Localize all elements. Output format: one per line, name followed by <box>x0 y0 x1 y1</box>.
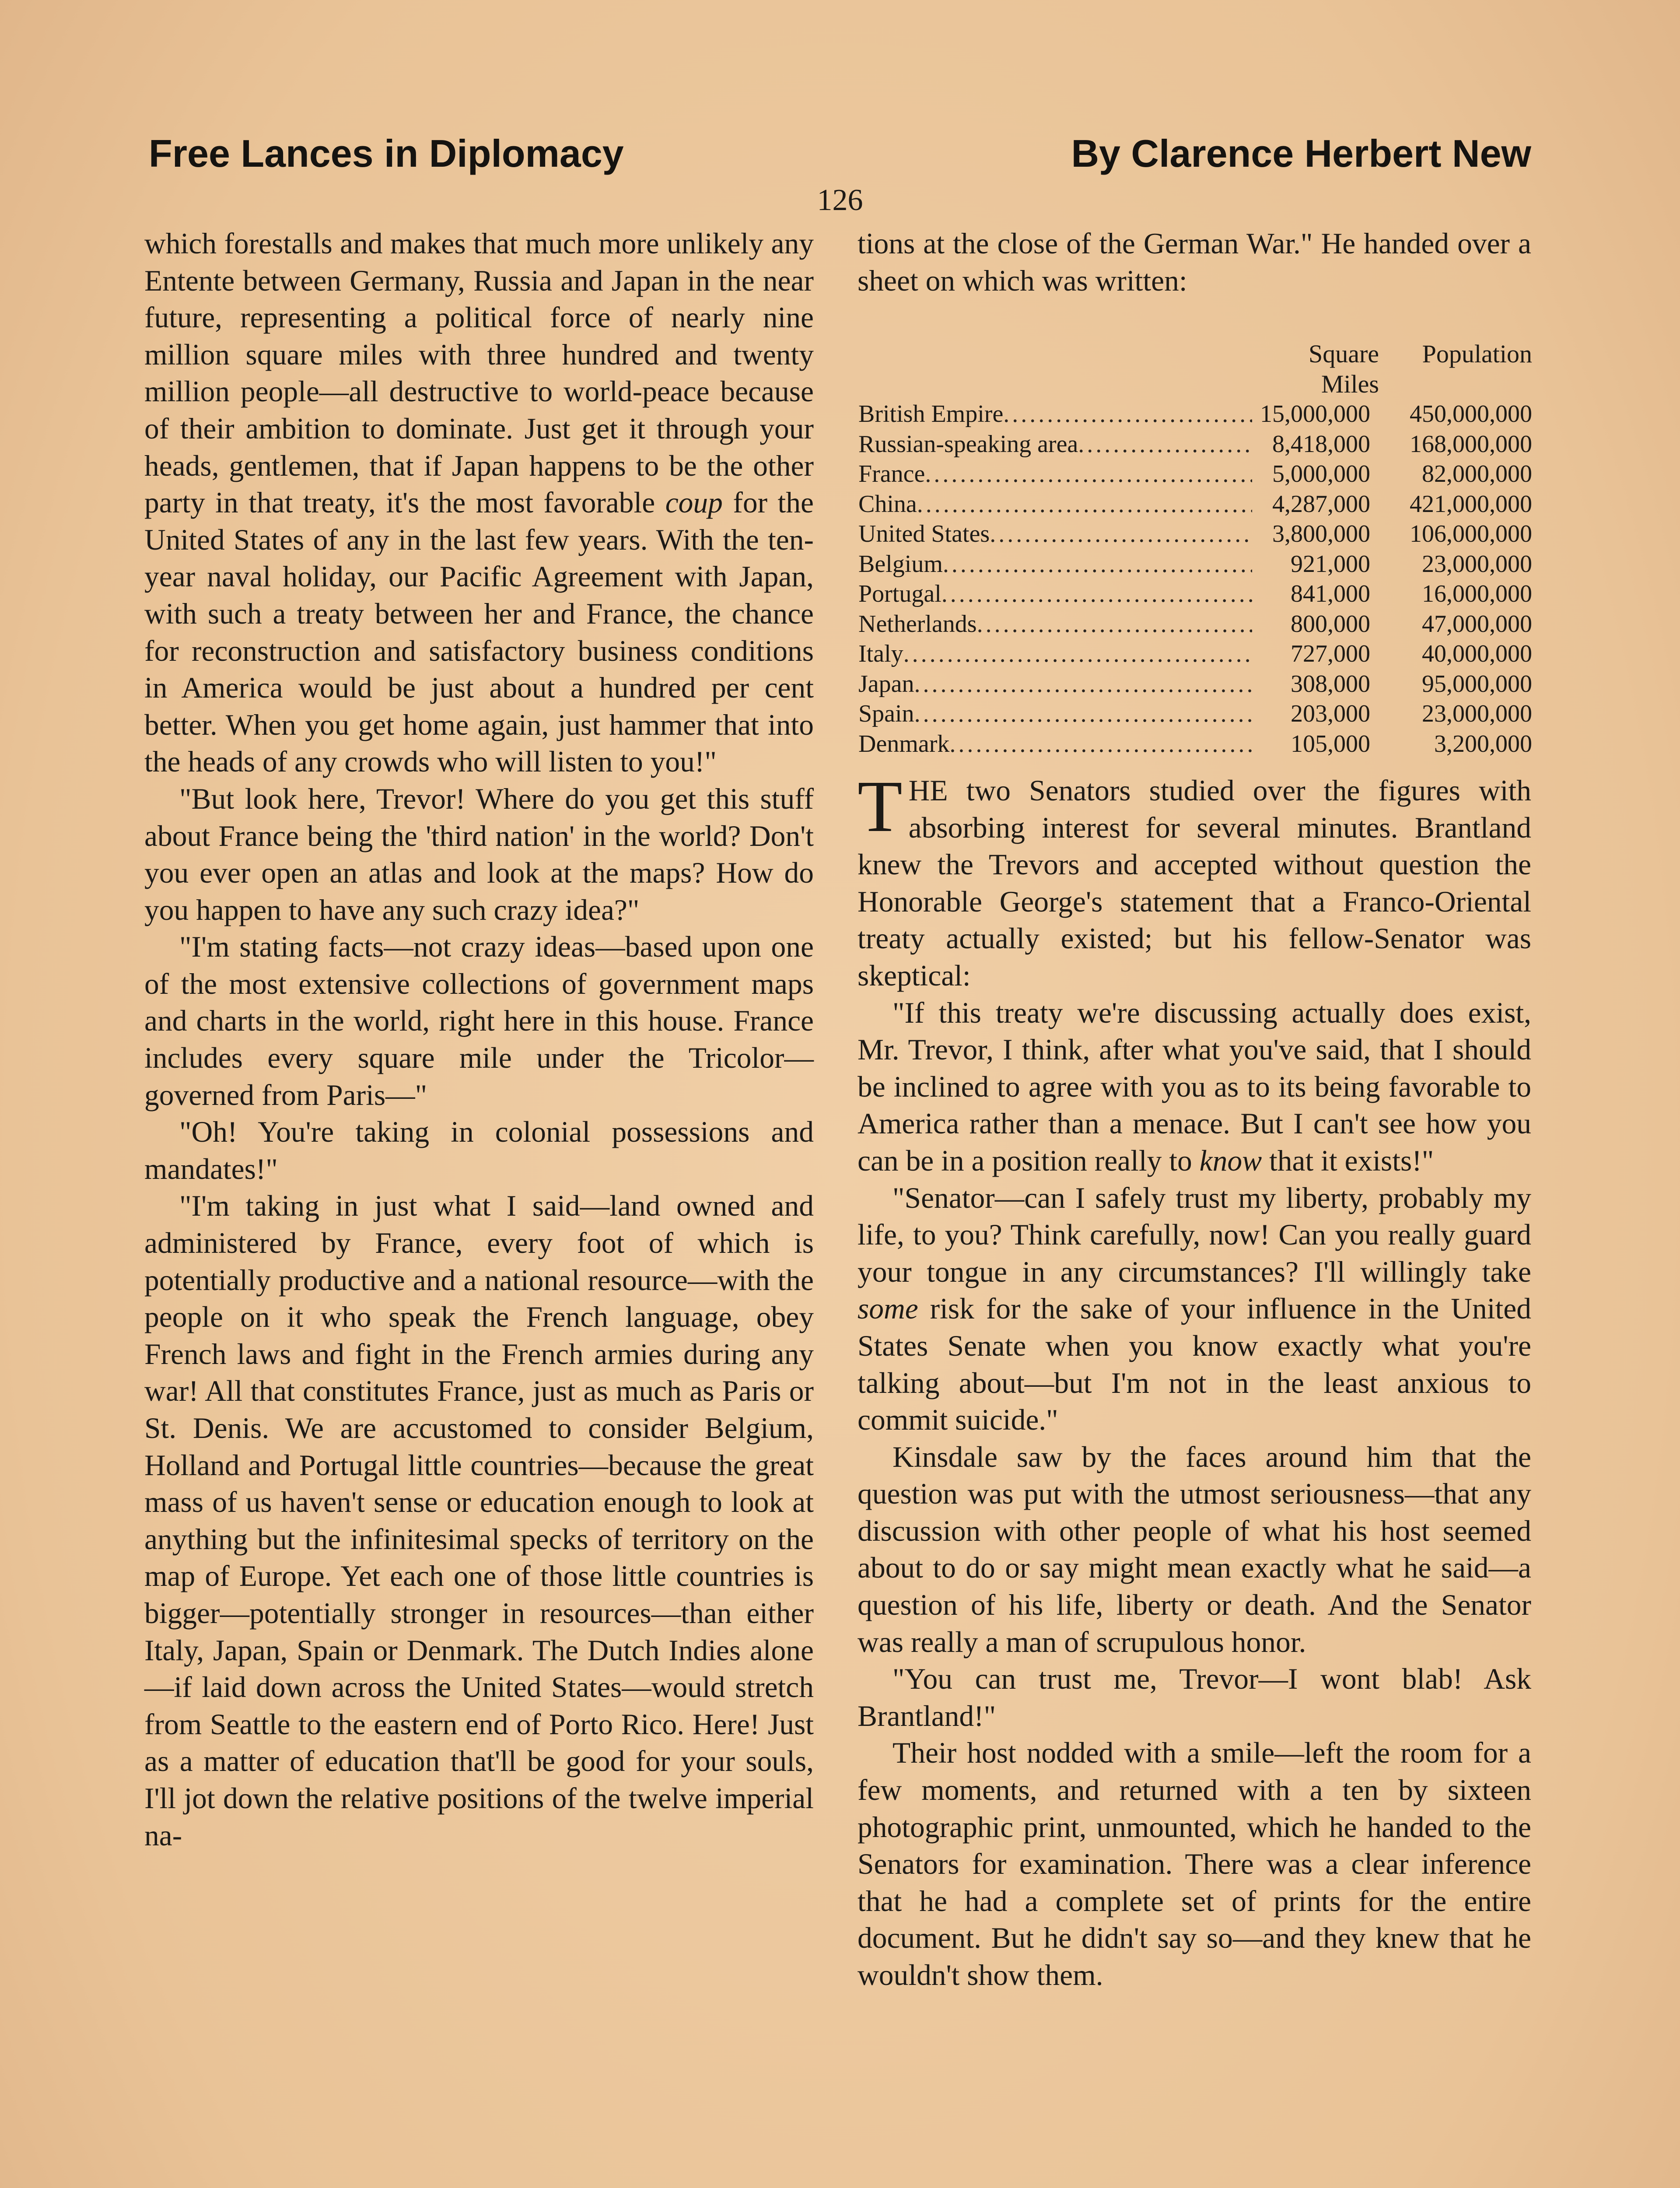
leader-dots <box>1003 399 1252 429</box>
paragraph: "You can trust me, Trevor—I wont blab! Ask Brantland!" <box>858 1662 1531 1732</box>
square-miles: 3,800,000 <box>1272 520 1370 547</box>
population: 450,000,000 <box>1410 400 1532 428</box>
square-miles: 921,000 <box>1291 550 1370 578</box>
square-miles: 105,000 <box>1291 730 1370 757</box>
table-row <box>858 639 1532 669</box>
paragraph: "Senator—can I safely trust my liberty, probably my life, to you? Think carefully, now! Can you really guard your tongue in any circumstances? I'll willingly take some risk for the sake of your influence in the United States Senate when you know exactly what you're talking about—but I'm not in the least anxious to commit suicide." <box>858 1181 1532 1437</box>
table-body <box>858 399 1532 759</box>
square-miles: 841,000 <box>1291 580 1370 607</box>
leader-dots <box>917 489 1252 519</box>
square-miles: 800,000 <box>1291 610 1370 638</box>
leader-dots <box>914 669 1252 699</box>
population: 168,000,000 <box>1410 430 1532 458</box>
paragraph: THE two Senators studied over the figures with absorbing interest for several minutes. Brantland knew the Trevors and accepted without question the Honorable George's statement that a Franco-Oriental treaty actually existed; but his fellow-Senator was skeptical: <box>858 766 1531 992</box>
table-row <box>858 549 1532 579</box>
population: 95,000,000 <box>1422 670 1532 698</box>
paragraph: Their host nodded with a smile—left the room for a few moments, and returned with a ten by sixteen photographic print, unmounted, which he handed to the Senators for examination. There was a clear inference that he had a complete set of prints for the entire document. But he didn't say so—and they knew that he wouldn't show them. <box>858 1736 1531 1992</box>
paragraph: "Oh! You're taking in colonial possessions and mandates!" <box>144 1115 814 1185</box>
leader-dots <box>925 459 1252 489</box>
emphasis: some <box>858 1292 918 1325</box>
table-header <box>858 339 1532 399</box>
population: 421,000,000 <box>1410 490 1532 518</box>
paragraph: which forestalls and makes that much more unlikely any Entente between Germany, Russia and Japan in the near future, representing a political force of nearly nine million square miles with three hundred and twenty million people—all destructive to world-peace because of their ambition to dominate. Just get it through your heads, gentlemen, that if Japan happens to be the other party in that treaty, it's the most favorable coup for the United States of any in the last few years. With the ten-year naval holiday, our Pacific Agreement with Japan, with such a treaty between her and France, the chance for reconstruction and satisfactory business conditions in America would be just about a hundred per cent better. When you get home again, just hammer that into the heads of any crowds who will listen to you!" <box>144 227 814 778</box>
leader-dots <box>977 609 1252 639</box>
population: 106,000,000 <box>1410 520 1532 547</box>
population: 23,000,000 <box>1422 700 1532 727</box>
leader-dots <box>914 699 1252 729</box>
country-name: Belgium <box>858 550 943 578</box>
table-row <box>858 669 1532 699</box>
square-miles: 203,000 <box>1291 700 1370 727</box>
country-name: Portugal <box>858 580 942 607</box>
population: 82,000,000 <box>1422 460 1532 487</box>
paragraph: "I'm stating facts—not crazy ideas—based upon one of the most extensive collections of government maps and charts in the world, right here in this house. France includes every square mile under the Tricolor—governed from Paris—" <box>144 930 814 1112</box>
table-row <box>858 609 1532 639</box>
population: 16,000,000 <box>1422 580 1532 607</box>
right-column-bottom <box>858 766 1532 1994</box>
table-row <box>858 519 1532 549</box>
table-row <box>858 459 1532 489</box>
table-row <box>858 429 1532 459</box>
author-byline: By Clarence Herbert New <box>1071 132 1531 175</box>
table-row <box>858 489 1532 519</box>
country-name: China <box>858 490 917 518</box>
country-name: British Empire <box>858 400 1004 428</box>
square-miles: 5,000,000 <box>1272 460 1370 487</box>
col-header-population: Population <box>1422 340 1532 368</box>
country-name: Russian-speaking area <box>858 430 1078 458</box>
table-row <box>858 399 1532 429</box>
population: 3,200,000 <box>1434 730 1532 757</box>
country-name: Italy <box>858 640 903 667</box>
leader-dots <box>949 729 1252 759</box>
left-column <box>144 225 814 2188</box>
country-name: France <box>858 460 925 487</box>
table-row <box>858 729 1532 759</box>
table-row <box>858 579 1532 609</box>
square-miles: 727,000 <box>1291 640 1370 667</box>
square-miles: 4,287,000 <box>1272 490 1370 518</box>
page-number: 126 <box>817 183 863 217</box>
country-name: Denmark <box>858 730 950 757</box>
leader-dots <box>942 579 1252 609</box>
leader-dots <box>1078 429 1252 459</box>
country-name: Japan <box>858 670 914 698</box>
country-name: Netherlands <box>858 610 977 638</box>
right-column-top <box>858 225 1531 299</box>
country-name: United States <box>858 520 990 547</box>
emphasis: coup <box>665 486 723 519</box>
table-row <box>858 699 1532 729</box>
story-title: Free Lances in Diplomacy <box>149 132 624 175</box>
square-miles: 308,000 <box>1291 670 1370 698</box>
paragraph: tions at the close of the German War." He handed over a sheet on which was written: <box>858 227 1531 297</box>
running-header <box>149 131 1531 188</box>
square-miles: 8,418,000 <box>1272 430 1370 458</box>
leader-dots <box>903 639 1252 669</box>
population: 23,000,000 <box>1422 550 1532 578</box>
paragraph: "I'm taking in just what I said—land owned and administered by France, every foot of which is potentially productive and a national resource—with the people on it who speak the French language, obey French laws and fight in the French armies during any war! All that constitutes France, just as much as Paris or St. Denis. We are accustomed to consider Belgium, Holland and Portugal little countries—because the great mass of us haven't sense or education enough to look at anything but the infinitesimal specks of territory on the map of Europe. Yet each one of those little countries is bigger—potentially stronger in resources—than either Italy, Japan, Spain or Denmark. The Dutch Indies alone—if laid down across the United States—would stretch from Seattle to the eastern end of Porto Rico. Here! Just as a matter of education that'll be good for your souls, I'll jot down the relative positions of the twelve imperial na- <box>144 1189 814 1852</box>
emphasis: know <box>1199 1144 1262 1177</box>
empire-table <box>858 339 1532 759</box>
population: 47,000,000 <box>1422 610 1532 638</box>
leader-dots <box>943 549 1252 579</box>
col-header-area: Square Miles <box>1308 340 1379 398</box>
drop-cap: T <box>858 766 903 847</box>
population: 40,000,000 <box>1422 640 1532 667</box>
country-name: Spain <box>858 700 914 727</box>
leader-dots <box>990 519 1252 549</box>
square-miles: 15,000,000 <box>1260 400 1370 428</box>
paragraph: "If this treaty we're discussing actually does exist, Mr. Trevor, I think, after what you've said, that I should be inclined to agree with you as to its being favorable to America rather than a menace. But I can't see how you can be in a position really to know that it exists!" <box>858 996 1531 1177</box>
paragraph: "But look here, Trevor! Where do you get this stuff about France being the 'third nation' in the world? Don't you ever open an atlas and look at the maps? How do you happen to have any such crazy idea?" <box>144 782 814 926</box>
paragraph: Kinsdale saw by the faces around him that the question was put with the utmost seriousness—that any discussion with other people of what his host seemed about to do or say might mean exactly what he said—a question of his life, liberty or death. And the Senator was really a man of scrupulous honor. <box>858 1440 1531 1659</box>
